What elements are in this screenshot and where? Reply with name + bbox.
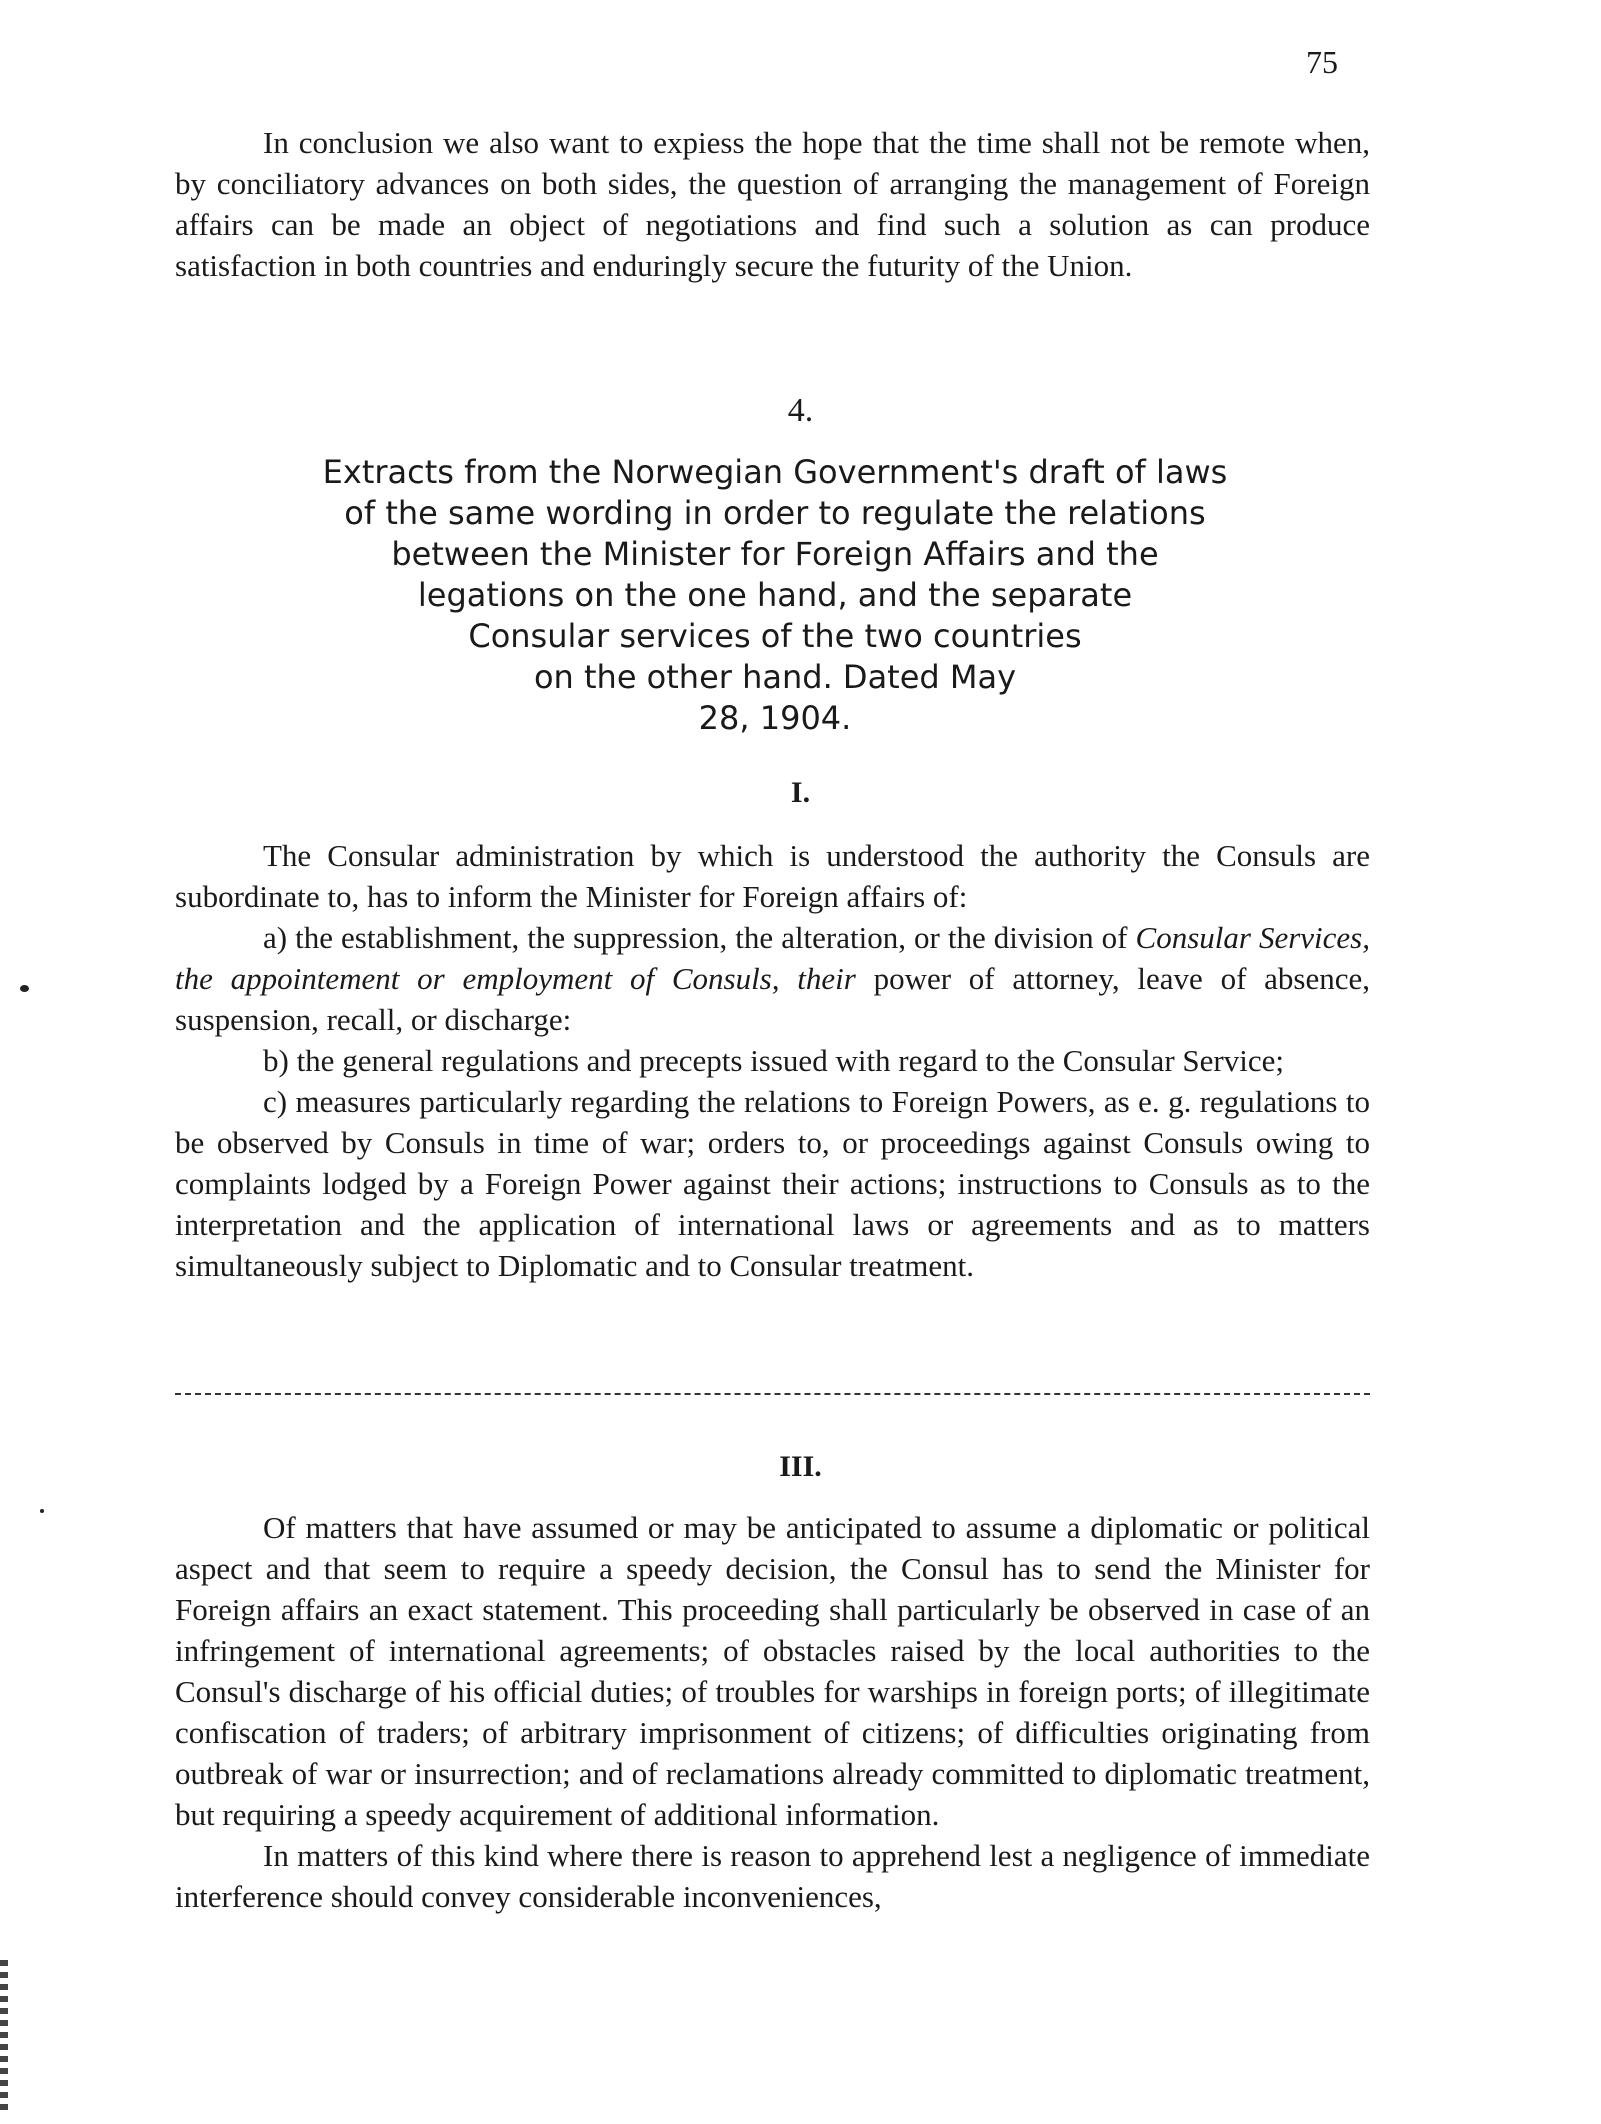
- heading-line: 28, 1904.: [698, 699, 852, 737]
- heading-line: on the other hand. Dated May: [533, 658, 1017, 696]
- part-one-lead: The Consular administration by which is understood the authority the Consuls are subordinate to, has to inform the Minister for Foreign affairs of:: [175, 838, 1370, 914]
- part-one-block: [175, 835, 1370, 1286]
- page-number: 75: [1306, 44, 1338, 80]
- part-three-paragraph-1: Of matters that have assumed or may be anticipated to assume a diplomatic or political aspect and that seem to require a speedy decision, the Consul has to send the Minister for Foreign affairs an exact statement. This proceeding shall particularly be observed in case of an infringement of international agreements; of obstacles raised by the local authorities to the Consul's discharge of his official duties; of troubles for warships in foreign ports; of illegitimate confiscation of traders; of arbitrary imprisonment of citizens; of difficulties originating from outbreak of war or insurrection; and of reclamations already committed to diplomatic treatment, but requiring a speedy acquirement of additional information.: [175, 1510, 1370, 1832]
- part-three-numeral: III.: [779, 1450, 822, 1483]
- ink-mark: [40, 1509, 44, 1513]
- section-number: 4.: [787, 392, 814, 429]
- section-divider: [175, 1393, 1370, 1395]
- section-heading: [150, 452, 1400, 739]
- item-a-text: a) the establishment, the suppression, the alteration, or the division of: [263, 920, 1136, 955]
- item-a-italic: Consular Services, the appointement or employment of Consuls, their: [175, 920, 1370, 996]
- ink-mark: [20, 985, 29, 992]
- item-a: [175, 917, 1370, 1040]
- heading-line: Consular services of the two countries: [468, 617, 1082, 655]
- part-three-paragraph-2: In matters of this kind where there is reason to apprehend lest a negligence of immediate interference should convey considerable inconveniences,: [175, 1838, 1370, 1914]
- heading-line: between the Minister for Foreign Affairs and the: [391, 535, 1159, 573]
- heading-line: legations on the one hand, and the separate: [417, 576, 1133, 614]
- part-three-block: [175, 1507, 1370, 1917]
- part-one-numeral: I.: [790, 776, 811, 809]
- item-a-text-end: power of attorney, leave of absence, suspension, recall, or discharge:: [175, 961, 1370, 1037]
- heading-line: of the same wording in order to regulate the relations: [344, 494, 1206, 532]
- item-c: c) measures particularly regarding the relations to Foreign Powers, as e. g. regulations to be observed by Consuls in time of war; orders to, or proceedings against Consuls owing to complaints lodged by a Foreign Power against their actions; instructions to Consuls as to the interpretation and the application of international laws or agreements and as to matters simultaneously subject to Diplomatic and to Consular treatment.: [175, 1084, 1370, 1283]
- item-b: b) the general regulations and precepts issued with regard to the Consular Service;: [263, 1043, 1284, 1078]
- edge-scan-artifact: [0, 1960, 8, 2110]
- heading-line: Extracts from the Norwegian Government's draft of laws: [322, 453, 1228, 491]
- intro-paragraph: In conclusion we also want to expiess the hope that the time shall not be remote when, by conciliatory advances on both sides, the question of arranging the management of Foreign affairs can be made an object of negotiations and find such a solution as can produce satisfaction in both countries and enduringly secure the futurity of the Union.: [175, 125, 1370, 283]
- intro-block: [175, 122, 1370, 286]
